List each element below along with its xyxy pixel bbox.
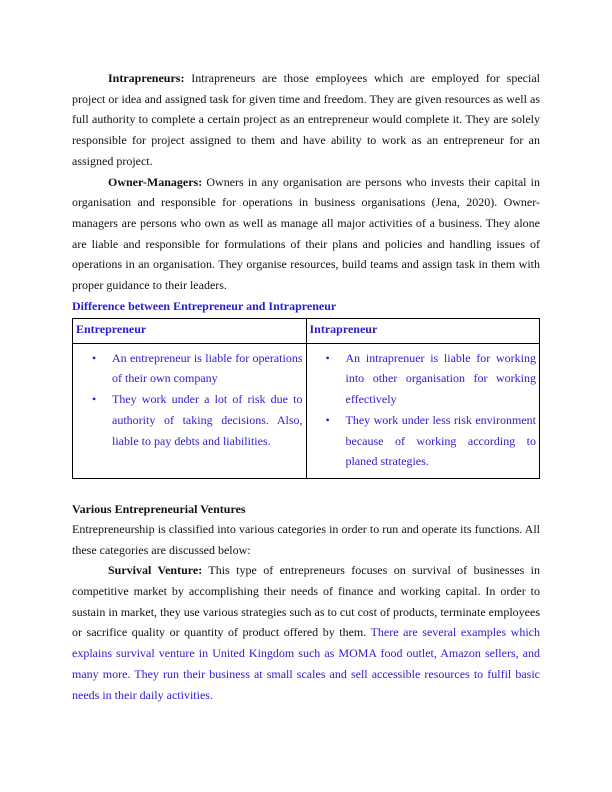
owner-managers-text: Owners in any organisation are persons who invests their capital in organisation and responsible for operations in business organisations (Jena, 2020). Owner-managers are persons who own as well as manage all major activities of a business. They alone are liable and responsible for formulations of their plans and policies and handling issues of operations in an organisation. They organise resources, build teams and assign task in them with proper guidance to their leaders.	[72, 174, 540, 293]
survival-venture-paragraph	[72, 560, 540, 705]
ventures-section-title: Various Entrepreneurial Ventures	[72, 501, 246, 516]
list-item: • They work under a lot of risk due to authority of taking decisions. Also, liable to pay debts and liabilities.	[112, 389, 303, 451]
list-item: • They work under less risk environment because of working according to planed strategies.	[346, 410, 537, 472]
survival-venture-examples: There are several examples which explains survival venture in United Kingdom such as MOMA food outlet, Amazon sellers, and many more. They run their business at small scales and sell accessible resources to fulfil basic needs in their daily activities.	[72, 625, 541, 702]
ventures-intro-paragraph: Entrepreneurship is classified into various categories in order to run and operate its functions. All these categories are discussed below:	[72, 521, 540, 557]
owner-managers-label: Owner-Managers:	[108, 174, 203, 189]
table-header-row	[73, 318, 540, 343]
intrapreneur-bullet-list	[310, 348, 537, 472]
intrapreneur-cell	[306, 343, 540, 478]
column-header-entrepreneur: Entrepreneur	[73, 318, 307, 343]
intrapreneurs-text: Intrapreneurs are those employees which are employed for special project or idea and assigned task for given time and freedom. They are given resources as well as full authority to complete a certain project as an entrepreneur would complete it. They are solely responsible for project assigned to them and have ability to work as an entrepreneur for an assigned project.	[72, 71, 540, 168]
column-header-intrapreneur: Intrapreneur	[306, 318, 540, 343]
entrepreneur-bullet-list	[76, 348, 303, 452]
comparison-table	[72, 318, 540, 479]
table-row	[73, 343, 540, 478]
document-page	[72, 68, 540, 705]
entrepreneur-cell	[73, 343, 307, 478]
survival-venture-label: Survival Venture:	[108, 563, 203, 578]
comparison-heading: Difference between Entrepreneur and Intrapreneur	[72, 298, 337, 313]
intrapreneurs-label: Intrapreneurs:	[108, 71, 185, 85]
survival-venture-text: This type of entrepreneurs focuses on survival of businesses in competitive market by accomplishing their needs of finance and working capital. In order to sustain in market, they use various strategies such as to cut cost of products, terminate employees or sacrifice quality or quantity of product offered by them.	[72, 563, 540, 640]
owner-managers-paragraph	[72, 172, 540, 296]
list-item: • An entrepreneur is liable for operations of their own company	[112, 348, 303, 389]
list-item: • An intraprenuer is liable for working into other organisation for working effectively	[346, 348, 537, 410]
intrapreneurs-paragraph	[72, 68, 540, 172]
